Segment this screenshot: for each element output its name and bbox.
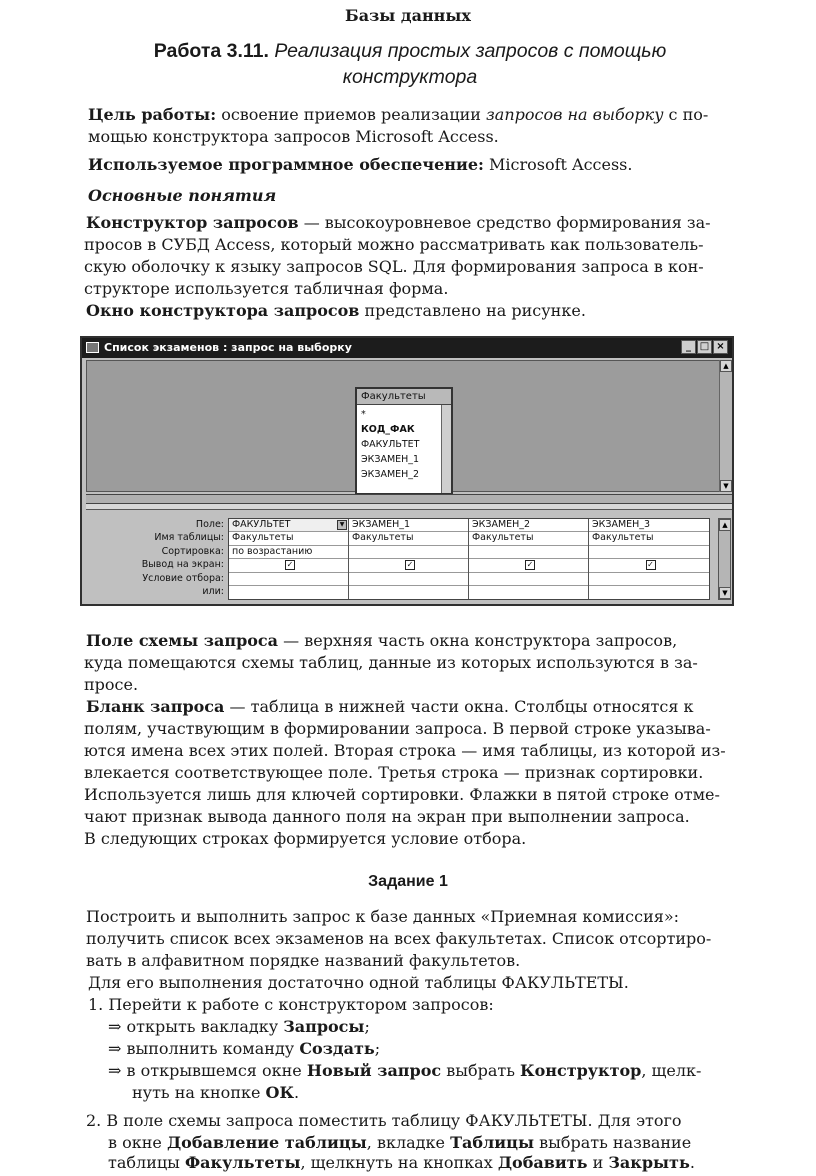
goal-text: освоение приемов реализации	[216, 105, 487, 124]
blank-line1: — таблица в нижней части окна. Столбцы относятся к	[224, 697, 694, 716]
show-checkbox[interactable]: ✓	[526, 560, 534, 570]
query-grid	[86, 512, 732, 604]
criteria-cell[interactable]	[469, 573, 588, 586]
running-head: Базы данных	[345, 6, 471, 25]
step-2-line2: в окне Добавление таблицы, вкладке Таблицы выбрать название	[108, 1133, 692, 1152]
field-kod-fak[interactable]: КОД_ФАК	[361, 424, 415, 435]
grid-scroll-up-arrow-icon[interactable]: ▲	[719, 519, 731, 531]
window-controls	[681, 340, 728, 354]
row-label-sort: Сортировка:	[161, 545, 224, 557]
row-label-criteria: Условие отбора:	[142, 572, 224, 584]
constructor-definition	[86, 212, 756, 300]
row-label-table: Имя таблицы:	[154, 532, 224, 544]
schema-line3: просе.	[84, 675, 139, 694]
show-checkbox[interactable]: ✓	[647, 560, 654, 570]
query-designer-window	[80, 336, 734, 606]
software-text: Microsoft Access.	[483, 155, 633, 174]
or-cell[interactable]	[589, 586, 709, 599]
task-line2: получить список всех экзаменов на всех факультетах. Список отсортиро-	[86, 929, 712, 948]
field-cell[interactable]: ФАКУЛЬТЕТ ▼	[229, 519, 348, 532]
task-heading: Задание 1	[368, 873, 448, 890]
step-2-line3: таблицы Факультеты, щелкнуть на кнопках Добавить и Закрыть.	[108, 1153, 695, 1172]
scroll-up-arrow-icon[interactable]: ▲	[720, 360, 732, 372]
table-box-title: Факультеты	[357, 389, 451, 405]
field-cell[interactable]: ЭКЗАМЕН_2	[469, 519, 588, 532]
table-cell[interactable]: Факультеты	[229, 532, 348, 545]
sort-cell[interactable]: по возрастанию	[229, 546, 348, 559]
show-cell	[589, 559, 709, 572]
blank-line2: полям, участвующим в формировании запроса. В первой строке указыва-	[84, 719, 711, 738]
field-ekzamen-2[interactable]: ЭКЗАМЕН_2	[361, 469, 420, 480]
grid-row-labels	[86, 518, 226, 598]
or-cell[interactable]	[229, 586, 348, 599]
sort-cell[interactable]	[589, 546, 709, 559]
task-line3: вать в алфавитном порядке названий факультетов.	[86, 951, 521, 970]
or-cell[interactable]	[469, 586, 588, 599]
step-1a: ⇒ открыть вакладку Запросы;	[108, 1017, 370, 1036]
schema-vertical-scrollbar[interactable]	[719, 360, 732, 492]
field-cell[interactable]: ЭКЗАМЕН_3	[589, 519, 709, 532]
show-cell	[229, 559, 348, 572]
maximize-button[interactable]: □	[697, 340, 712, 354]
schema-definition	[86, 630, 756, 696]
step-1c-line2: нуть на кнопке ОК.	[132, 1083, 300, 1102]
blank-line3: ются имена всех этих полей. Вторая строка — имя таблицы, из которой из-	[84, 741, 726, 760]
grid-column-4	[589, 519, 709, 599]
schema-term: Поле схемы запроса	[86, 631, 279, 650]
software-label: Используемое программное обеспечение:	[88, 155, 484, 174]
table-field-list	[357, 405, 451, 484]
constructor-line3: скую оболочку к языку запросов SQL. Для формирования запроса в кон-	[84, 257, 704, 276]
row-label-or: или:	[202, 585, 224, 597]
table-cell[interactable]: Факультеты	[349, 532, 468, 545]
criteria-cell[interactable]	[229, 573, 348, 586]
blank-line6: чают признак вывода данного поля на экран при выполнении запроса.	[84, 807, 690, 826]
grid-cells	[228, 518, 710, 600]
task-line4: Для его выполнения достаточно одной таблицы ФАКУЛЬТЕТЫ.	[88, 973, 629, 992]
criteria-cell[interactable]	[589, 573, 709, 586]
work-title-line2: конструктора	[342, 66, 478, 88]
blank-term: Бланк запроса	[86, 697, 225, 716]
blank-line5: Используется лишь для ключей сортировки. Флажки в пятой строке отме-	[84, 785, 720, 804]
field-all[interactable]: *	[361, 409, 366, 420]
show-cell	[349, 559, 468, 572]
row-label-field: Поле:	[195, 519, 224, 530]
goal-italic: запросов на выборку	[486, 105, 664, 124]
blank-line7: В следующих строках формируется условие отбора.	[84, 829, 527, 848]
blank-definition	[86, 696, 756, 850]
goal-paragraph	[88, 104, 758, 148]
concepts-heading: Основные понятия	[88, 186, 277, 205]
pane-splitter[interactable]	[86, 504, 732, 510]
work-number: Работа 3.11.	[153, 40, 269, 62]
goal-text-end: с по-	[663, 105, 709, 124]
constructor-line1: — высокоуровневое средство формирования за-	[298, 213, 711, 232]
blank-line4: влекается соответствующее поле. Третья строка — признак сортировки.	[84, 763, 704, 782]
field-ekzamen-1[interactable]: ЭКЗАМЕН_1	[361, 454, 420, 465]
field-fakultet[interactable]: ФАКУЛЬТЕТ	[361, 439, 420, 450]
task-line1: Построить и выполнить запрос к базе данных «Приемная комиссия»:	[86, 907, 680, 926]
minimize-button[interactable]: _	[681, 340, 696, 354]
goal-label: Цель работы:	[88, 105, 217, 124]
task-text	[86, 906, 756, 994]
software-paragraph	[88, 154, 758, 176]
table-cell[interactable]: Факультеты	[469, 532, 588, 545]
constructor-term: Конструктор запросов	[86, 213, 299, 232]
step-1b: ⇒ выполнить команду Создать;	[108, 1039, 381, 1058]
close-button[interactable]: ×	[713, 340, 728, 354]
grid-column-2	[349, 519, 469, 599]
table-box-faculties[interactable]	[355, 387, 453, 495]
window-titlebar	[82, 338, 732, 358]
field-cell[interactable]: ЭКЗАМЕН_1	[349, 519, 468, 532]
schema-line2: куда помещаются схемы таблиц, данные из которых используются в за-	[84, 653, 698, 672]
sort-cell[interactable]	[349, 546, 468, 559]
window-intro	[86, 300, 756, 322]
window-title: Список экзаменов : запрос на выборку	[104, 341, 352, 354]
step-2: 2. В поле схемы запроса поместить таблицу ФАКУЛЬТЕТЫ. Для этого	[86, 1111, 682, 1130]
or-cell[interactable]	[349, 586, 468, 599]
dropdown-arrow-icon[interactable]: ▼	[337, 520, 347, 530]
show-checkbox[interactable]: ✓	[286, 560, 294, 570]
sort-cell[interactable]	[469, 546, 588, 559]
query-icon	[86, 342, 99, 353]
grid-vertical-scrollbar[interactable]	[718, 518, 731, 600]
table-box-scrollbar[interactable]	[441, 405, 451, 493]
constructor-line4: структоре используется табличная форма.	[84, 279, 449, 298]
work-title-line1: Реализация простых запросов с помощью	[274, 40, 667, 62]
schema-horizontal-scrollbar[interactable]	[86, 494, 732, 504]
window-intro-text: представлено на рисунке.	[359, 301, 586, 320]
row-label-show: Вывод на экран:	[141, 559, 224, 571]
query-schema-area[interactable]	[86, 360, 722, 492]
step-1c: ⇒ в открывшемся окне Новый запрос выбрать Конструктор, щелк-	[108, 1061, 702, 1080]
goal-line2: мощью конструктора запросов Microsoft Access.	[88, 127, 499, 146]
grid-scroll-down-arrow-icon[interactable]: ▼	[719, 587, 731, 599]
grid-column-1	[229, 519, 349, 599]
work-title	[60, 38, 760, 90]
window-term: Окно конструктора запросов	[86, 301, 360, 320]
scroll-down-arrow-icon[interactable]: ▼	[720, 480, 732, 492]
table-cell[interactable]: Факультеты	[589, 532, 709, 545]
constructor-line2: просов в СУБД Access, который можно рассматривать как пользователь-	[84, 235, 704, 254]
show-checkbox[interactable]: ✓	[406, 560, 414, 570]
criteria-cell[interactable]	[349, 573, 468, 586]
schema-line1: — верхняя часть окна конструктора запросов,	[278, 631, 678, 650]
show-cell	[469, 559, 588, 572]
grid-column-3	[469, 519, 589, 599]
step-1: 1. Перейти к работе с конструктором запросов:	[88, 995, 494, 1014]
